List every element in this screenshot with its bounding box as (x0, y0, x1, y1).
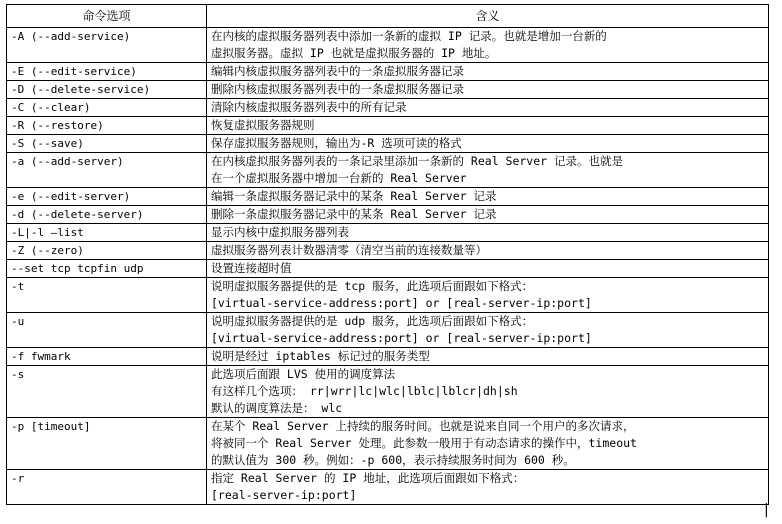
meaning-cell (207, 348, 769, 366)
meaning-cell (207, 28, 769, 63)
ipvsadm-options-table-container (6, 4, 769, 505)
meaning-cell (207, 188, 769, 206)
meaning-line: 有这样几个选项： rr|wrr|lc|wlc|lblc|lblcr|dh|sh (211, 384, 518, 398)
meaning-line: 默认的调度算法是： wlc (211, 401, 343, 415)
option-cell: -e (--edit-server) (7, 188, 207, 206)
option-cell: -r (7, 470, 207, 505)
meaning-line: 在某个 Real Server 上持续的服务时间。也就是说来自同一个用户的多次请求， (211, 419, 635, 433)
meaning-cell (207, 224, 769, 242)
table-row (7, 278, 769, 313)
meaning-line: 设置连接超时值 (211, 261, 292, 275)
meaning-cell (207, 63, 769, 81)
meaning-line: 此选项后面跟 LVS 使用的调度算法 (211, 367, 396, 381)
meaning-line: 清除内核虚拟服务器列表中的所有记录 (211, 100, 407, 114)
meaning-cell (207, 206, 769, 224)
table-row (7, 153, 769, 188)
table-row (7, 470, 769, 505)
meaning-cell (207, 418, 769, 470)
option-cell: -Z (--zero) (7, 242, 207, 260)
meaning-line: 在内核的虚拟服务器列表中添加一条新的虚拟 IP 记录。也就是增加一台新的 (211, 29, 607, 43)
table-row (7, 63, 769, 81)
meaning-cell (207, 117, 769, 135)
meaning-line: 的默认值为 300 秒。例如：-p 600，表示持续服务时间为 600 秒。 (211, 453, 575, 467)
table-row (7, 99, 769, 117)
meaning-cell (207, 366, 769, 418)
meaning-line: 在内核虚拟服务器列表的一条记录里添加一条新的 Real Server 记录。也就是 (211, 154, 624, 168)
option-cell: --set tcp tcpfin udp (7, 260, 207, 278)
text-cursor-mark: | (764, 502, 769, 518)
meaning-cell (207, 135, 769, 153)
table-row (7, 348, 769, 366)
option-cell: -d (--delete-server) (7, 206, 207, 224)
meaning-line: 在一个虚拟服务器中增加一台新的 Real Server (211, 171, 467, 185)
meaning-line: 编辑内核虚拟服务器列表中的一条虚拟服务器记录 (211, 64, 464, 78)
option-cell: -S (--save) (7, 135, 207, 153)
table-row (7, 81, 769, 99)
table-row (7, 206, 769, 224)
table-row (7, 260, 769, 278)
meaning-cell (207, 153, 769, 188)
table-row (7, 313, 769, 348)
meaning-line: 编辑一条虚拟服务器记录中的某条 Real Server 记录 (211, 189, 497, 203)
meaning-line: [virtual-service-address:port] or [real-server-ip:port] (211, 331, 592, 345)
option-cell: -L|-l –list (7, 224, 207, 242)
meaning-line: 显示内核中虚拟服务器列表 (211, 225, 349, 239)
option-cell: -R (--restore) (7, 117, 207, 135)
meaning-line: 说明虚拟服务器提供的是 udp 服务，此选项后面跟如下格式： (211, 314, 534, 328)
table-row (7, 242, 769, 260)
option-cell: -a (--add-server) (7, 153, 207, 188)
ipvsadm-options-table (6, 4, 769, 505)
meaning-cell (207, 81, 769, 99)
meaning-cell (207, 278, 769, 313)
option-cell: -C (--clear) (7, 99, 207, 117)
table-row (7, 418, 769, 470)
table-row (7, 28, 769, 63)
meaning-cell (207, 99, 769, 117)
meaning-cell (207, 470, 769, 505)
header-meaning: 含义 (207, 5, 769, 28)
option-cell: -p [timeout] (7, 418, 207, 470)
option-cell: -s (7, 366, 207, 418)
table-row (7, 366, 769, 418)
meaning-line: 删除一条虚拟服务器记录中的某条 Real Server 记录 (211, 207, 497, 221)
option-cell: -E (--edit-service) (7, 63, 207, 81)
meaning-line: 删除内核虚拟服务器列表中的一条虚拟服务器记录 (211, 82, 464, 96)
table-row (7, 188, 769, 206)
option-cell: -f fwmark (7, 348, 207, 366)
table-body (7, 28, 769, 505)
table-row (7, 135, 769, 153)
table-header-row (7, 5, 769, 28)
table-row (7, 224, 769, 242)
meaning-line: 说明是经过 iptables 标记过的服务类型 (211, 349, 430, 363)
meaning-line: 保存虚拟服务器规则，输出为-R 选项可读的格式 (211, 136, 462, 150)
option-cell: -D (--delete-service) (7, 81, 207, 99)
meaning-line: [real-server-ip:port] (211, 488, 357, 502)
meaning-cell (207, 313, 769, 348)
meaning-line: [virtual-service-address:port] or [real-server-ip:port] (211, 296, 592, 310)
header-option: 命令选项 (7, 5, 207, 28)
meaning-line: 恢复虚拟服务器规则 (211, 118, 315, 132)
meaning-line: 指定 Real Server 的 IP 地址，此选项后面跟如下格式： (211, 471, 525, 485)
meaning-cell (207, 242, 769, 260)
table-row (7, 117, 769, 135)
option-cell: -t (7, 278, 207, 313)
meaning-line: 说明虚拟服务器提供的是 tcp 服务，此选项后面跟如下格式： (211, 279, 534, 293)
meaning-cell (207, 260, 769, 278)
option-cell: -u (7, 313, 207, 348)
option-cell: -A (--add-service) (7, 28, 207, 63)
meaning-line: 虚拟服务器列表计数器清零（清空当前的连接数量等） (211, 243, 487, 257)
meaning-line: 将被同一个 Real Server 处理。此参数一般用于有动态请求的操作中，timeout (211, 436, 637, 450)
meaning-line: 虚拟服务器。虚拟 IP 也就是虚拟服务器的 IP 地址。 (211, 46, 497, 60)
